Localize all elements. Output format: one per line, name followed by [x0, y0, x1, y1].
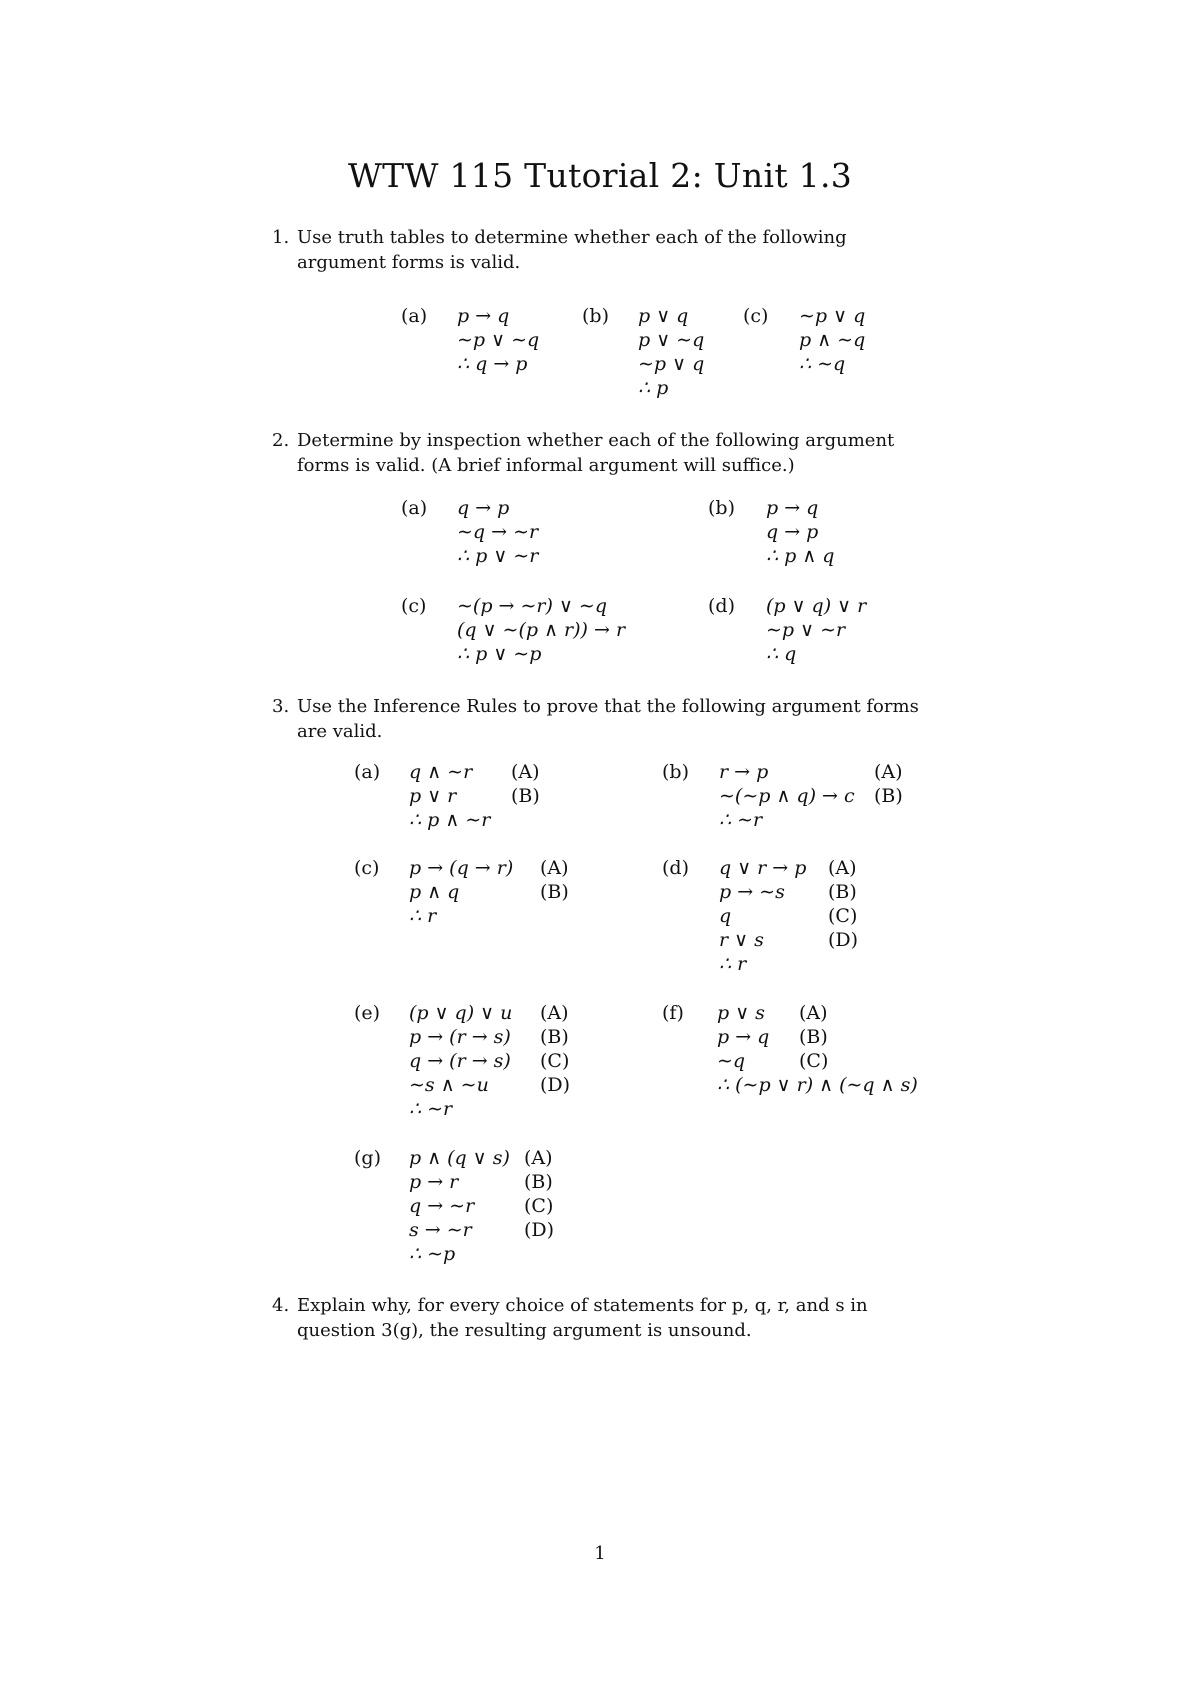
conclusion-line: ∴ r: [719, 953, 747, 975]
premise-line: q → p: [457, 497, 510, 519]
conclusion-line: ∴ p ∧ ∼r: [409, 809, 491, 831]
premise-tag: (B): [828, 881, 857, 903]
premise-line: p ∧ ∼q: [799, 329, 866, 351]
conclusion-line: ∴ ∼r: [409, 1098, 453, 1120]
premise-tag: (B): [540, 1026, 569, 1048]
conclusion-line: ∴ q: [766, 643, 797, 665]
question-text: Use truth tables to determine whether each of the following argument forms is valid.: [297, 227, 847, 273]
premise-line: ∼q: [717, 1050, 746, 1072]
premise-line: p ∧ q: [409, 881, 460, 903]
part-label: (b): [582, 305, 609, 327]
conclusion-line: ∴ q → p: [457, 353, 528, 375]
premise-line: p → ∼s: [719, 881, 785, 903]
premise-line: ∼(∼p ∧ q) → c: [719, 785, 855, 807]
part-label: (a): [401, 305, 428, 327]
question-number: 2.: [272, 430, 290, 451]
question-4: [272, 1293, 937, 1343]
part-label: (a): [401, 497, 428, 519]
premise-line: p ∧ (q ∨ s): [409, 1147, 510, 1169]
question-1: [272, 225, 937, 275]
premise-tag: (A): [524, 1147, 553, 1169]
premise-line: p → (q → r): [409, 857, 514, 879]
conclusion-line: ∴ r: [409, 905, 437, 927]
premise-line: (p ∨ q) ∨ r: [766, 595, 867, 617]
conclusion-line: ∴ (∼p ∨ r) ∧ (∼q ∧ s): [717, 1074, 918, 1096]
premise-line: p ∨ s: [717, 1002, 765, 1024]
premise-tag: (C): [524, 1195, 554, 1217]
part-label: (d): [708, 595, 735, 617]
premise-tag: (A): [540, 857, 569, 879]
premise-line: q ∨ r → p: [719, 857, 807, 879]
conclusion-line: ∴ ∼r: [719, 809, 763, 831]
premise-line: q → p: [766, 521, 819, 543]
premise-tag: (D): [828, 929, 859, 951]
premise-line: p ∨ r: [409, 785, 457, 807]
premise-line: ∼p ∨ q: [799, 305, 866, 327]
premise-line: (q ∨ ∼(p ∧ r)) → r: [457, 619, 626, 641]
premise-tag: (A): [540, 1002, 569, 1024]
conclusion-line: ∴ p ∨ ∼p: [457, 643, 542, 665]
question-text: Determine by inspection whether each of the following argument forms is valid. (A brief informal argument will suffice.): [297, 430, 895, 476]
premise-tag: (C): [799, 1050, 829, 1072]
conclusion-line: ∴ p: [638, 377, 669, 399]
part-label: (a): [354, 761, 381, 783]
premise-line: ∼p ∨ q: [638, 353, 705, 375]
conclusion-line: ∴ p ∨ ∼r: [457, 545, 539, 567]
premise-line: ∼p ∨ ∼r: [766, 619, 846, 641]
premise-tag: (D): [524, 1219, 555, 1241]
premise-tag: (B): [874, 785, 903, 807]
part-label: (c): [354, 857, 380, 879]
premise-line: p → q: [457, 305, 510, 327]
premise-line: q → ∼r: [409, 1195, 475, 1217]
premise-line: p ∨ q: [638, 305, 689, 327]
premise-line: p ∨ ∼q: [638, 329, 705, 351]
part-label: (e): [354, 1002, 381, 1024]
premise-line: q → (r → s): [409, 1050, 511, 1072]
premise-line: p → q: [717, 1026, 770, 1048]
part-label: (d): [662, 857, 689, 879]
premise-line: ∼s ∧ ∼u: [409, 1074, 489, 1096]
part-label: (b): [662, 761, 689, 783]
conclusion-line: ∴ ∼q: [799, 353, 846, 375]
part-label: (c): [743, 305, 769, 327]
premise-line: q ∧ ∼r: [409, 761, 473, 783]
question-2: [272, 428, 937, 478]
premise-tag: (C): [828, 905, 858, 927]
premise-line: ∼(p → ∼r) ∨ ∼q: [457, 595, 607, 617]
premise-line: r ∨ s: [719, 929, 764, 951]
premise-line: (p ∨ q) ∨ u: [409, 1002, 513, 1024]
premise-line: s → ∼r: [409, 1219, 472, 1241]
part-label: (g): [354, 1147, 381, 1169]
conclusion-line: ∴ ∼p: [409, 1243, 456, 1265]
part-label: (f): [662, 1002, 684, 1024]
page-title: WTW 115 Tutorial 2: Unit 1.3: [347, 156, 853, 195]
question-number: 4.: [272, 1295, 290, 1316]
premise-tag: (A): [874, 761, 903, 783]
premise-tag: (D): [540, 1074, 571, 1096]
question-number: 3.: [272, 696, 290, 717]
premise-line: ∼p ∨ ∼q: [457, 329, 540, 351]
premise-tag: (B): [799, 1026, 828, 1048]
premise-line: p → r: [409, 1171, 459, 1193]
question-text: Use the Inference Rules to prove that the following argument forms are valid.: [297, 696, 919, 742]
part-label: (b): [708, 497, 735, 519]
premise-line: r → p: [719, 761, 769, 783]
premise-tag: (B): [540, 881, 569, 903]
premise-line: p → (r → s): [409, 1026, 511, 1048]
premise-tag: (A): [511, 761, 540, 783]
question-3: [272, 694, 937, 744]
question-number: 1.: [272, 227, 290, 248]
page-number: 1: [594, 1543, 606, 1564]
premise-tag: (C): [540, 1050, 570, 1072]
premise-line: p → q: [766, 497, 819, 519]
premise-tag: (B): [511, 785, 540, 807]
conclusion-line: ∴ p ∧ q: [766, 545, 835, 567]
premise-tag: (A): [828, 857, 857, 879]
premise-line: ∼q → ∼r: [457, 521, 539, 543]
part-label: (c): [401, 595, 427, 617]
question-text: Explain why, for every choice of statements for p, q, r, and s in question 3(g), the resulting argument is unsound.: [297, 1295, 868, 1341]
premise-tag: (B): [524, 1171, 553, 1193]
premise-tag: (A): [799, 1002, 828, 1024]
premise-line: q: [719, 905, 732, 927]
